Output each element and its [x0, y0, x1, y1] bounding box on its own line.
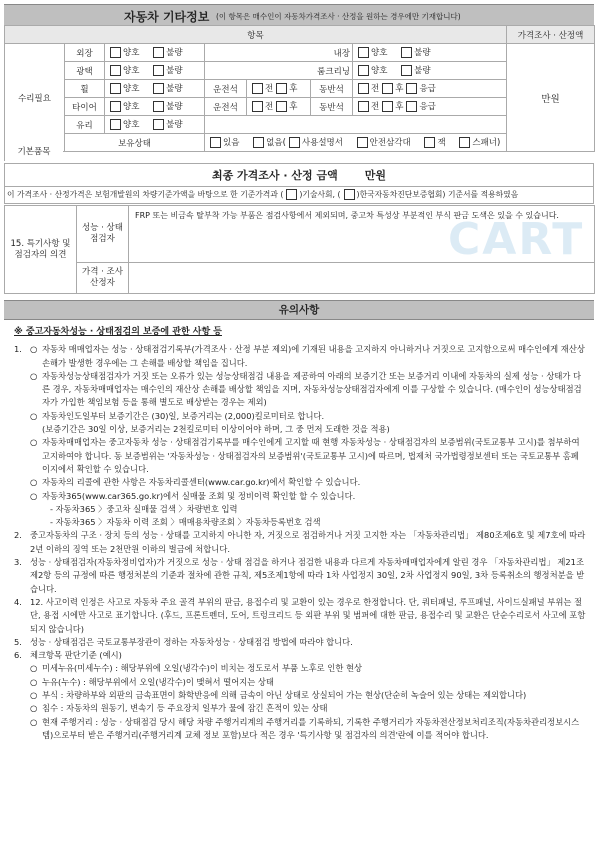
note-text: 성능 · 상태점검자(자동차정비업자)가 거짓으로 성능 · 상태 점검을 하거나 점검한 내용과 다르게 자동차매매업자에게 알린 경우 「자동차관리법」 제21조제2항 등의 규정에 따른 행정처분의 기준과 절차에 관한 규칙, 제5조제1항에 따라 1차 사업정지 30일, 2차 사업정지 90일, 3차 등록취소의 행정처분을 받습니다.: [30, 557, 585, 594]
final-price-note-mid: )기술사회, (: [299, 190, 341, 199]
bullet-icon: ○: [30, 716, 38, 727]
price-assessor-label: 가격 · 조사 산정자: [77, 263, 129, 294]
note-text: - 자동차365 〉중고차 실매물 검색 〉차량번호 입력: [50, 503, 238, 514]
interior-good-checkbox[interactable]: [358, 47, 369, 58]
tire-bad-checkbox[interactable]: [153, 101, 164, 112]
gloss-bad-checkbox[interactable]: [153, 65, 164, 76]
row-label-wheel: 휠: [65, 80, 105, 98]
notes-heading: ※ 중고자동차성능 · 상태점검의 보증에 관한 사항 등: [14, 327, 222, 337]
note-item-3: [14, 556, 586, 596]
notes-body: [14, 326, 586, 742]
kadiga-checkbox[interactable]: [344, 189, 355, 200]
room-cleaning-options: 양호 불량: [353, 62, 507, 80]
wheel-driver-rear-checkbox[interactable]: [276, 83, 287, 94]
note-sub: [30, 410, 586, 423]
exterior-bad-checkbox[interactable]: [153, 47, 164, 58]
glass-bad-checkbox[interactable]: [153, 119, 164, 130]
note-sub: [30, 436, 586, 476]
bullet-icon: ○: [30, 490, 38, 501]
exterior-options: 양호 불량: [105, 44, 205, 62]
title-bar: [4, 4, 594, 27]
tire-passenger-options: 전 후 응급: [353, 98, 507, 116]
note-text: 현재 주행거리 : 성능 · 상태점검 당시 해당 차량 주행거리계의 주행거리를 기록하되, 기록한 주행거리가 자동차전산정보처리조직(자동차관리정보시스템)으로부터 받은 주행거리(주행거리계 교체 정보 포함)보다 적은 경우 '특기사항 및 점검자의 의견'란에 이를 적어야 합니다.: [42, 716, 580, 740]
basic-items-no-checkbox[interactable]: [253, 137, 264, 148]
basic-items-yes-checkbox[interactable]: [210, 137, 221, 148]
bullet-icon: ○: [30, 663, 38, 674]
cart-watermark: CART: [448, 214, 585, 265]
note-text: (보증기간은 30일 이상, 보증거리는 2천킬로미터 이상이어야 하며, 그 중 먼저 도래한 것을 적용): [42, 424, 390, 435]
price-header: 가격조사 · 산정액: [507, 26, 595, 44]
special-notes-table: [4, 205, 595, 294]
note-sub: [30, 343, 586, 370]
note-number: 3.: [14, 557, 22, 568]
wheel-passenger-rear-checkbox[interactable]: [382, 83, 393, 94]
jack-checkbox[interactable]: [424, 137, 435, 148]
note-text: 미세누유(미세누수) : 해당부위에 오일(냉각수)이 비치는 정도로서 부품 노후로 인한 현상: [42, 663, 362, 674]
final-price-unit: 만원: [364, 169, 387, 182]
bullet-icon: ○: [30, 690, 38, 701]
row-label-gloss: 광택: [65, 62, 105, 80]
document-page: [4, 4, 594, 842]
performance-inspector-opinion: FRP 또는 비금속 탈부착 가능 부품은 점검사항에서 제외되며, 중고차 특성상 부분적인 부식 판금 도색은 있을 수 있습니다.: [129, 206, 595, 263]
gloss-good-checkbox[interactable]: [110, 65, 121, 76]
performance-inspector-label: 성능 · 상태 점검자: [77, 206, 129, 263]
tire-driver-rear-checkbox[interactable]: [276, 101, 287, 112]
final-price-note-post: )한국자동차진단보증협회) 기준서를 적용하였음: [356, 190, 519, 199]
note-text: 성능 · 상태점검은 국토교통부장관이 정하는 자동차성능 · 상태점검 방법에 따라야 합니다.: [30, 636, 353, 647]
row-label-interior: 내장: [205, 44, 353, 62]
room-cleaning-good-checkbox[interactable]: [358, 65, 369, 76]
wheel-urgent-checkbox[interactable]: [406, 83, 417, 94]
bullet-icon: ○: [30, 370, 38, 381]
note-sub: [30, 423, 586, 436]
basic-items-status-label: 보유상태: [65, 134, 205, 152]
tire-passenger-rear-checkbox[interactable]: [382, 101, 393, 112]
final-price-note-pre: 이 가격조사 · 산정가격은 보험개발원의 차량기준가액을 바탕으로 한 기준가격과 (: [7, 190, 284, 199]
basic-items-label: 기본품목: [4, 144, 63, 161]
note-text: 자동차성능상태점검자가 거짓 또는 오류가 있는 성능상태점검 내용을 제공하여 아래의 보증기간 또는 보증거리 이내에 자동차의 실제 성능 · 상태가 다른 경우, 자동차매매업자는 매수인의 재산상 손해를 배상할 책임을 지며, 자동차성능상태점검자에게 이를 구상할 수 있습니다. (매수인이 성능상태점검자가 가입한 책임보험 등을 통해 별도로 배상받는 경우는 제외): [42, 370, 582, 408]
basic-items-options: 있음 없음( 사용설명서 안전삼각대 잭 스패너): [205, 134, 507, 152]
wheel-driver-seat-label: 운전석: [205, 80, 247, 98]
note-item-2: [14, 529, 586, 556]
bullet-icon: ○: [30, 477, 38, 488]
note-number: 6.: [14, 650, 22, 661]
glass-options: 양호 불량: [105, 116, 205, 134]
final-price-title: 최종 가격조사 · 산정 금액: [211, 169, 338, 182]
tire-options: 양호 불량: [105, 98, 205, 116]
special-notes-label: 15. 특기사항 및 점검자의 의견: [5, 206, 77, 294]
bullet-icon: ○: [30, 703, 38, 714]
note-sub: [30, 662, 586, 675]
note-text: 중고자동차의 구조 · 장치 등의 성능 · 상태를 고지하지 아니한 자, 거짓으로 점검하거나 거짓 고지한 자는 「자동차관리법」 제80조제6호 및 제7호에 따라 2년 이하의 징역 또는 2천만원 이하의 벌금에 처합니다.: [30, 530, 586, 554]
note-text: 부식 : 차량하부와 외판의 금속표면이 화학반응에 의해 금속이 아닌 상태로 상실되어 가는 현상(단순히 녹슬어 있는 상태는 제외합니다): [42, 690, 527, 701]
wheel-passenger-options: 전 후 응급: [353, 80, 507, 98]
note-sub: [30, 516, 586, 529]
note-text: 체크항목 판단기준 (예시): [30, 650, 122, 661]
bullet-icon: ○: [30, 676, 38, 687]
note-text: 자동차인도일부터 보증기간은 (30)일, 보증거리는 (2,000)킬로미터로 합니다.: [42, 410, 325, 421]
note-text: 자동차 매매업자는 성능 · 상태점검기록부(가격조사 · 산정 부분 제외)에 기재된 내용을 고지하지 아니하거나 거짓으로 고지함으로써 매수인에게 재산상 손해가 발생한 경우에는 그 손해를 배상할 책임을 집니다.: [42, 344, 585, 368]
triangle-checkbox[interactable]: [357, 137, 368, 148]
gloss-options: 양호 불량: [105, 62, 205, 80]
note-text: 자동차매매업자는 중고자동차 성능 · 상태점검기록부를 매수인에게 고지할 때 현행 자동차성능 · 상태점검자의 보증범위(국토교통부 고시)를 첨부하여 고지하여야 합니다. 동 보증범위는 '자동차성능 · 상태점검자의 보증범위'(국토교통부 고시)에 따르며, 법제처 국가법령정보센터 또는 국토교통부 홈페이지에서 확인할 수 있습니다.: [42, 437, 580, 474]
note-text: 자동차의 리콜에 관한 사항은 자동차리콜센터(www.car.go.kr)에서 확인할 수 있습니다.: [42, 477, 361, 488]
note-sub: [30, 676, 586, 689]
wheel-driver-options: 전 후: [247, 80, 311, 98]
wheel-bad-checkbox[interactable]: [153, 83, 164, 94]
note-sub: [30, 689, 586, 702]
repair-table: [4, 25, 595, 152]
wheel-options: 양호 불량: [105, 80, 205, 98]
row-label-glass: 유리: [65, 116, 105, 134]
note-text: 자동차365(www.car365.go.kr)에서 실매물 조회 및 정비이력 확인할 할 수 있습니다.: [42, 490, 356, 501]
note-sub: [30, 716, 586, 743]
note-text: 침수 : 자동차의 원동기, 변속기 등 주요장치 일부가 물에 잠긴 흔적이 있는 상태: [42, 703, 328, 714]
row-label-room-cleaning: 룸크리닝: [205, 62, 353, 80]
note-number: 2.: [14, 530, 22, 541]
note-item-6: [14, 649, 586, 742]
tire-urgent-checkbox[interactable]: [406, 101, 417, 112]
row-label-tire: 타이어: [65, 98, 105, 116]
bullet-icon: ○: [30, 410, 38, 421]
manual-checkbox[interactable]: [289, 137, 300, 148]
note-item-4: [14, 596, 586, 636]
note-number: 4.: [14, 596, 22, 607]
wheel-passenger-front-checkbox[interactable]: [358, 83, 369, 94]
section-title: 자동차 기타정보: [124, 10, 210, 24]
note-sub: [30, 503, 586, 516]
note-item-1: [14, 343, 586, 529]
item-header: 항목: [5, 26, 507, 44]
tire-passenger-front-checkbox[interactable]: [358, 101, 369, 112]
glass-good-checkbox[interactable]: [110, 119, 121, 130]
wheel-passenger-seat-label: 동반석: [311, 80, 353, 98]
note-sub: [30, 476, 586, 489]
room-cleaning-bad-checkbox[interactable]: [401, 65, 412, 76]
row-label-exterior: 외장: [65, 44, 105, 62]
note-text: - 자동차365 〉자동차 이력 조회 〉매매용차량조회 〉자동차등록번호 검색: [50, 517, 321, 528]
note-text: 누유(누수) : 해당부위에서 오일(냉각수)이 맺혀서 떨어지는 상태: [42, 676, 274, 687]
note-number: 1.: [14, 344, 22, 355]
note-sub: [30, 370, 586, 410]
tire-driver-seat-label: 운전석: [205, 98, 247, 116]
interior-options: 양호 불량: [353, 44, 507, 62]
glass-empty-cell: [205, 116, 507, 134]
bullet-icon: ○: [30, 344, 38, 355]
final-price-table: [4, 163, 594, 204]
tire-good-checkbox[interactable]: [110, 101, 121, 112]
note-sub: [30, 490, 586, 503]
notes-header: 유의사항: [4, 300, 594, 320]
note-number: 5.: [14, 636, 22, 647]
tech-society-checkbox[interactable]: [286, 189, 297, 200]
wheel-driver-front-checkbox[interactable]: [252, 83, 263, 94]
interior-bad-checkbox[interactable]: [401, 47, 412, 58]
exterior-good-checkbox[interactable]: [110, 47, 121, 58]
repair-needed-label: 수리필요: [5, 44, 65, 152]
note-text: 12. 사고이력 인정은 사고로 자동차 주요 골격 부위의 판금, 용접수리 및 교환이 있는 경우로 한정합니다. 단, 쿼터패널, 루프패널, 사이드실패널 부위는 절단, 용접 시에만 사고로 표기합니다. (후드, 프론트펜더, 도어, 트렁크리드 등 외판 부위 및 범퍼에 대한 판금, 용접수리 및 교환은 단순수리로서 사고에 포함되지 않습니다): [30, 596, 586, 634]
wheel-good-checkbox[interactable]: [110, 83, 121, 94]
note-item-5: [14, 636, 586, 649]
tire-passenger-seat-label: 동반석: [311, 98, 353, 116]
spanner-checkbox[interactable]: [459, 137, 470, 148]
final-price-row: [5, 164, 594, 187]
price-assessor-opinion: [129, 263, 595, 294]
final-price-note: [5, 187, 594, 204]
section-subtitle: (이 항목은 매수인이 자동차가격조사 · 산정을 원하는 경우에만 기재합니다): [216, 12, 461, 21]
repair-price-unit: 만원: [507, 44, 595, 152]
bullet-icon: ○: [30, 437, 38, 448]
note-sub: [30, 702, 586, 715]
tire-driver-options: 전 후: [247, 98, 311, 116]
tire-driver-front-checkbox[interactable]: [252, 101, 263, 112]
